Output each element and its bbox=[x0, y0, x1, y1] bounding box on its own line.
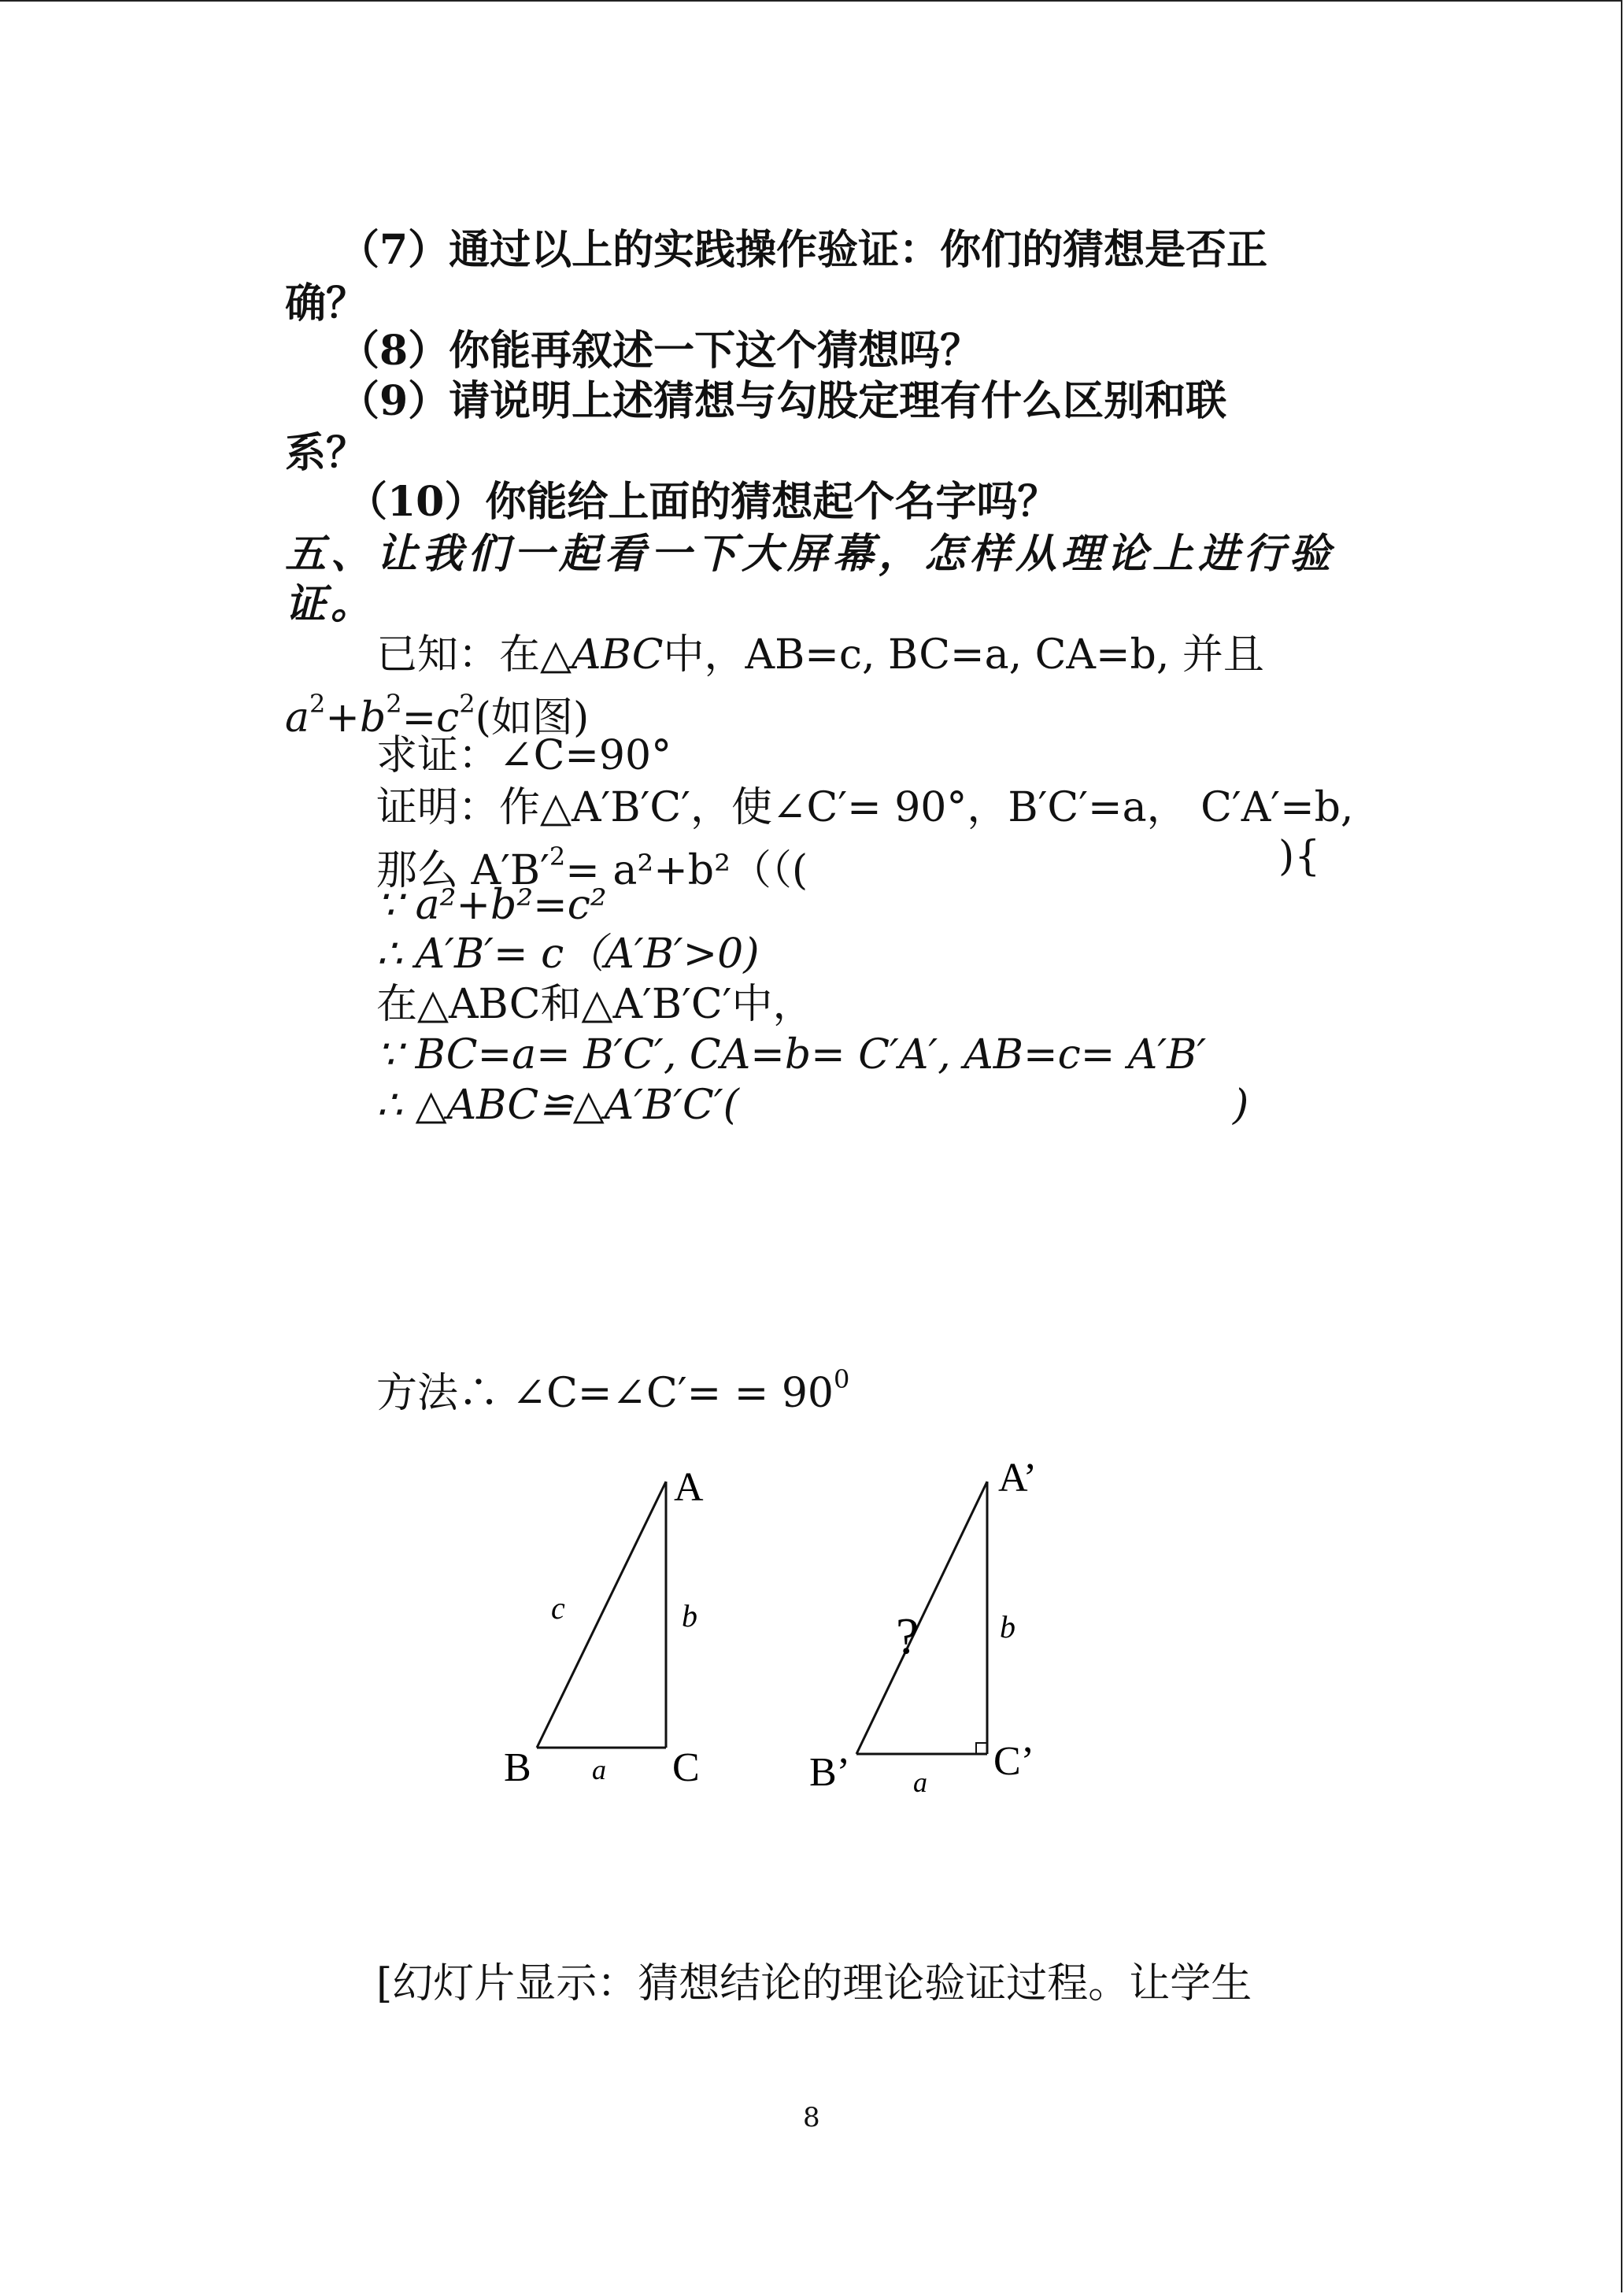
then-sup: 2 bbox=[549, 842, 566, 871]
question-10: （10）你能给上面的猜想起个名字吗？ bbox=[346, 478, 1059, 526]
prove-statement: 求证：∠C=90° bbox=[376, 732, 672, 779]
page-number: 8 bbox=[803, 2102, 820, 2133]
label-side-c: c bbox=[551, 1590, 565, 1626]
because-step-2: ∵ BC=a= B′C′, CA=b= C′A′, AB=c= A′B′ bbox=[376, 1031, 1207, 1079]
then-close: ){ bbox=[1278, 833, 1321, 880]
method-sup: 0 bbox=[834, 1364, 850, 1394]
formula-sup-1: 2 bbox=[309, 689, 326, 719]
section-heading-line1: 五、让我们一起看一下大屏幕，怎样从理论上进行验 bbox=[285, 530, 1336, 578]
then-suffix: = a²+b²（（( bbox=[565, 847, 808, 894]
in-triangles-step: 在△ABC和△A′B′C′中， bbox=[376, 981, 814, 1028]
label-b-prime-vertex: B’ bbox=[809, 1750, 850, 1795]
therefore-step-1: ∴ A′B′= c（A′B′>0) bbox=[376, 931, 760, 978]
side-ab-prime bbox=[856, 1482, 987, 1754]
question-8: （8）你能再叙述一下这个猜想吗？ bbox=[338, 327, 982, 375]
label-b-vertex: B bbox=[504, 1745, 531, 1790]
formula-note: (如图) bbox=[475, 694, 590, 742]
question-7-line2: 确？ bbox=[285, 279, 368, 327]
label-unknown-hypotenuse: ? bbox=[896, 1608, 919, 1665]
label-side-a-prime: a bbox=[913, 1767, 927, 1798]
question-9-line2: 系？ bbox=[285, 429, 368, 477]
question-9-line1: （9）请说明上述猜想与勾股定理有什么区别和联 bbox=[338, 377, 1227, 425]
construction-step: 证明：作△A′B′C′，使∠C′= 90°，B′C′=a， C′A′=b, bbox=[376, 784, 1354, 831]
therefore-step-2: ∴ △ABC≌△A′B′C′( bbox=[376, 1082, 739, 1129]
given-prefix: 已知：在△ bbox=[376, 631, 572, 679]
because-step-1: ∵ a²+b²=c² bbox=[376, 882, 607, 929]
label-c-prime-vertex: C’ bbox=[993, 1739, 1034, 1784]
question-7-line1: （7）通过以上的实践操作验证：你们的猜想是否正 bbox=[338, 226, 1268, 274]
given-rest: 中，AB=c, BC=a, CA=b, 并且 bbox=[663, 631, 1264, 679]
label-a-prime-vertex: A’ bbox=[998, 1456, 1038, 1500]
formula-a: a bbox=[285, 694, 310, 742]
label-side-b: b bbox=[682, 1598, 697, 1634]
right-angle-mark bbox=[976, 1743, 987, 1754]
formula-sup-3: 2 bbox=[459, 689, 475, 719]
therefore-step-2-close: ) bbox=[1233, 1082, 1249, 1129]
formula-sup-2: 2 bbox=[386, 689, 402, 719]
formula-c: =c bbox=[401, 694, 460, 742]
given-triangle-name: ABC bbox=[572, 631, 664, 679]
label-a-vertex: A bbox=[674, 1465, 704, 1510]
section-heading-line2: 证。 bbox=[285, 580, 377, 628]
label-c-vertex: C bbox=[672, 1745, 700, 1790]
label-side-a: a bbox=[592, 1754, 606, 1785]
triangle-abc-prime bbox=[856, 1482, 987, 1754]
formula-b: +b bbox=[325, 694, 387, 742]
then-prefix: 那么 A′B′ bbox=[376, 847, 549, 894]
method-text: 方法∴ ∠C=∠C′= = 90 bbox=[376, 1370, 834, 1417]
slide-note: [幻灯片显示：猜想结论的理论验证过程。让学生 bbox=[376, 1960, 1252, 2007]
label-side-b-prime: b bbox=[1000, 1609, 1015, 1645]
